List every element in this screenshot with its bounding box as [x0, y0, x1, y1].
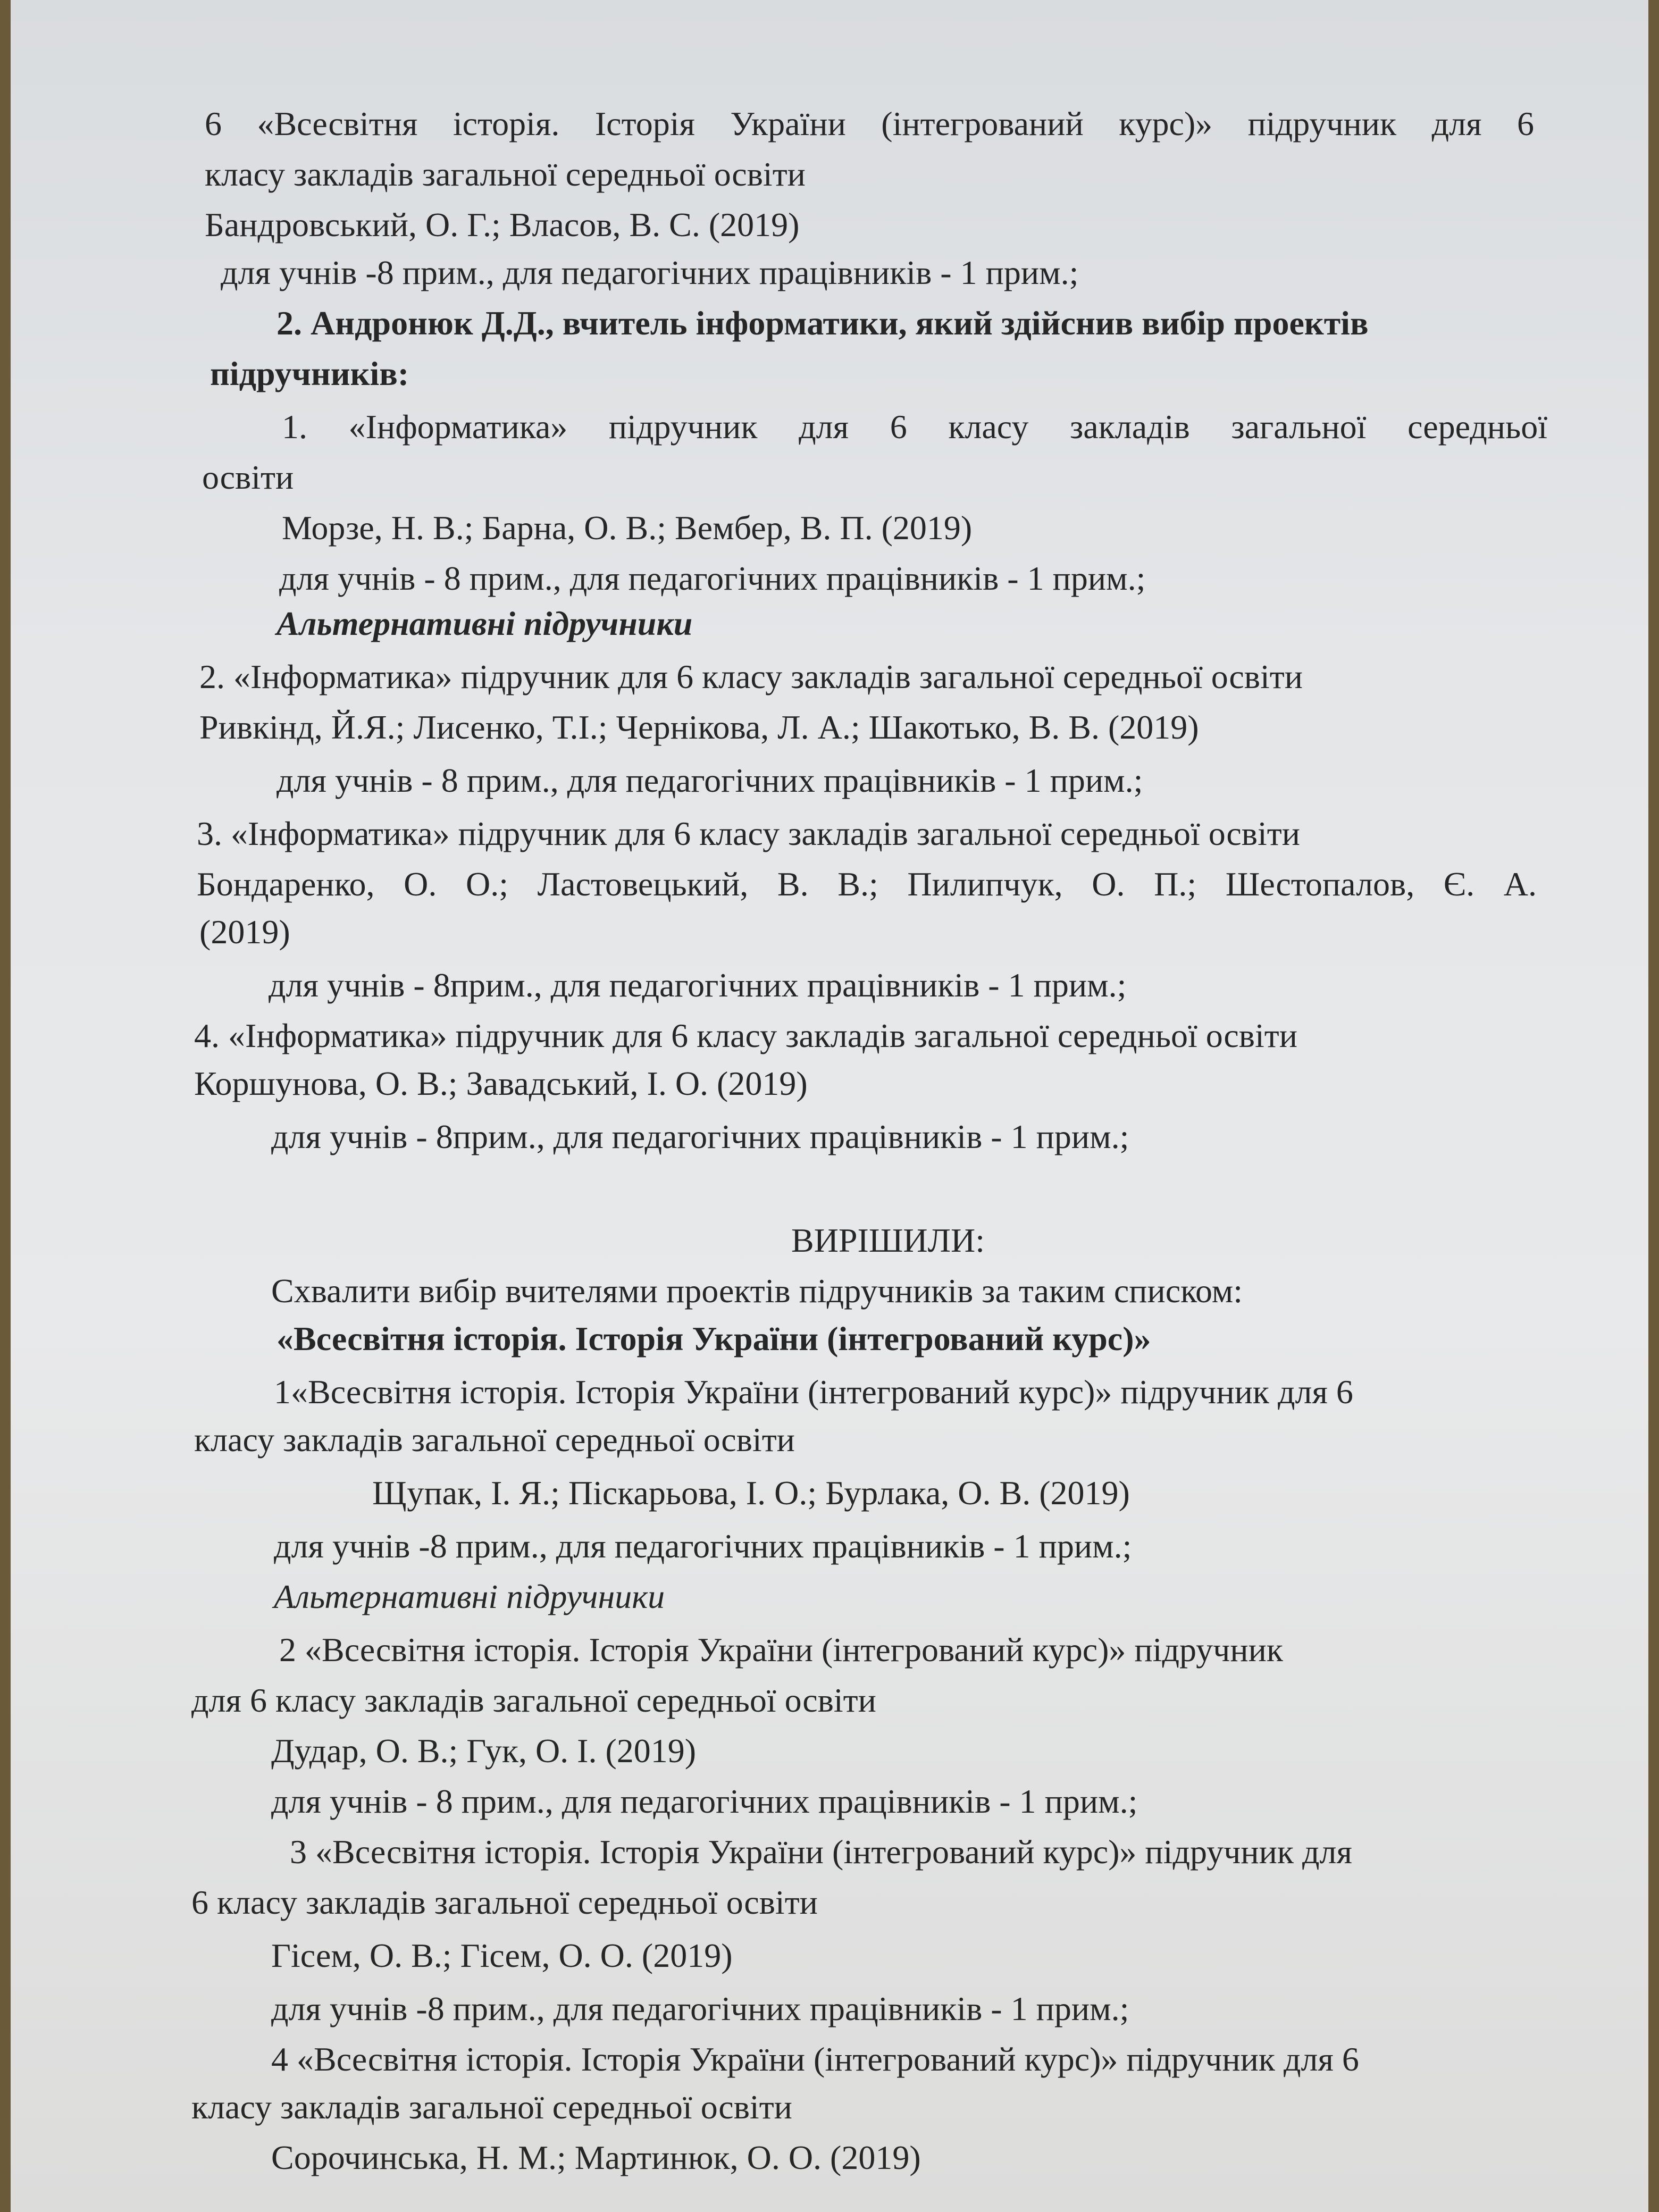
text-line: Дудар, О. В.; Гук, О. І. (2019) — [271, 1732, 697, 1770]
text-line: класу закладів загальної середньої освіти — [194, 1421, 795, 1459]
section-heading: 2. Андронюк Д.Д., вчитель інформатики, який здійснив вибір проектів — [276, 304, 1369, 342]
text-line: 6 «Всесвітня історія. Історія України (інтегрований курс)» підручник для 6 — [205, 105, 1534, 143]
text-line: 3. «Інформатика» підручник для 6 класу закладів загальної середньої освіти — [197, 815, 1300, 852]
text-line: 4 «Всесвітня історія. Історія України (інтегрований курс)» підручник для 6 — [271, 2040, 1359, 2078]
text-line: 2 «Всесвітня історія. Історія України (інтегрований курс)» підручник — [279, 1631, 1283, 1669]
text-line: для учнів -8 прим., для педагогічних працівників - 1 прим.; — [271, 1990, 1129, 2027]
text-line: класу закладів загальної середньої освіти — [191, 2088, 792, 2126]
text-line: 2. «Інформатика» підручник для 6 класу закладів загальної середньої освіти — [199, 658, 1303, 696]
text-line: для 6 класу закладів загальної середньої освіти — [191, 1681, 876, 1719]
text-line: Схвалити вибір вчителями проектів підручників за таким списком: — [271, 1272, 1243, 1310]
text-line: Сорочинська, Н. М.; Мартинюк, О. О. (2019) — [271, 2139, 921, 2176]
text-line: 4. «Інформатика» підручник для 6 класу закладів загальної середньої освіти — [194, 1017, 1297, 1054]
subheading: Альтернативні підручники — [276, 605, 693, 642]
text-line: класу закладів загальної середньої освіти — [205, 155, 806, 193]
text-line: 6 класу закладів загальної середньої освіти — [191, 1883, 818, 1921]
document-page — [11, 0, 1648, 2212]
text-line: для учнів - 8 прим., для педагогічних працівників - 1 прим.; — [276, 761, 1143, 799]
text-line: для учнів - 8прим., для педагогічних працівників - 1 прим.; — [269, 966, 1127, 1004]
text-line: Ривкінд, Й.Я.; Лисенко, Т.І.; Чернікова, Л. А.; Шакотько, В. В. (2019) — [199, 708, 1199, 746]
text-line: Коршунова, О. В.; Завадський, І. О. (2019) — [194, 1065, 808, 1102]
section-heading: підручників: — [210, 355, 409, 392]
text-line: для учнів - 8 прим., для педагогічних працівників - 1 прим.; — [271, 1782, 1138, 1820]
text-line: Морзе, Н. В.; Барна, О. В.; Вембер, В. П. (2019) — [282, 509, 973, 547]
decision-heading: ВИРІШИЛИ: — [791, 1221, 985, 1259]
section-heading: «Всесвітня історія. Історія України (інтегрований курс)» — [276, 1320, 1151, 1358]
text-line: 3 «Всесвітня історія. Історія України (інтегрований курс)» підручник для — [290, 1833, 1352, 1871]
text-line: Бондаренко, О. О.; Ластовецький, В. В.; Пилипчук, О. П.; Шестопалов, Є. А. — [197, 865, 1537, 903]
text-line: Гісем, О. В.; Гісем, О. О. (2019) — [271, 1937, 733, 1974]
text-line: освіти — [202, 458, 294, 496]
text-line: для учнів -8 прим., для педагогічних працівників - 1 прим.; — [221, 254, 1079, 291]
text-line: для учнів -8 прим., для педагогічних працівників - 1 прим.; — [274, 1527, 1132, 1565]
text-line: Бандровський, О. Г.; Власов, В. С. (2019) — [205, 206, 800, 244]
text-line: 1«Всесвітня історія. Історія України (інтегрований курс)» підручник для 6 — [274, 1373, 1353, 1411]
subheading: Альтернативні підручники — [274, 1578, 665, 1615]
text-line: Щупак, І. Я.; Піскарьова, І. О.; Бурлака, О. В. (2019) — [372, 1474, 1130, 1512]
text-line: (2019) — [199, 913, 290, 951]
text-line: 1. «Інформатика» підручник для 6 класу закладів загальної середньої — [282, 408, 1547, 446]
text-line: для учнів - 8прим., для педагогічних працівників - 1 прим.; — [271, 1118, 1129, 1155]
text-line: для учнів - 8 прим., для педагогічних працівників - 1 прим.; — [279, 559, 1146, 597]
